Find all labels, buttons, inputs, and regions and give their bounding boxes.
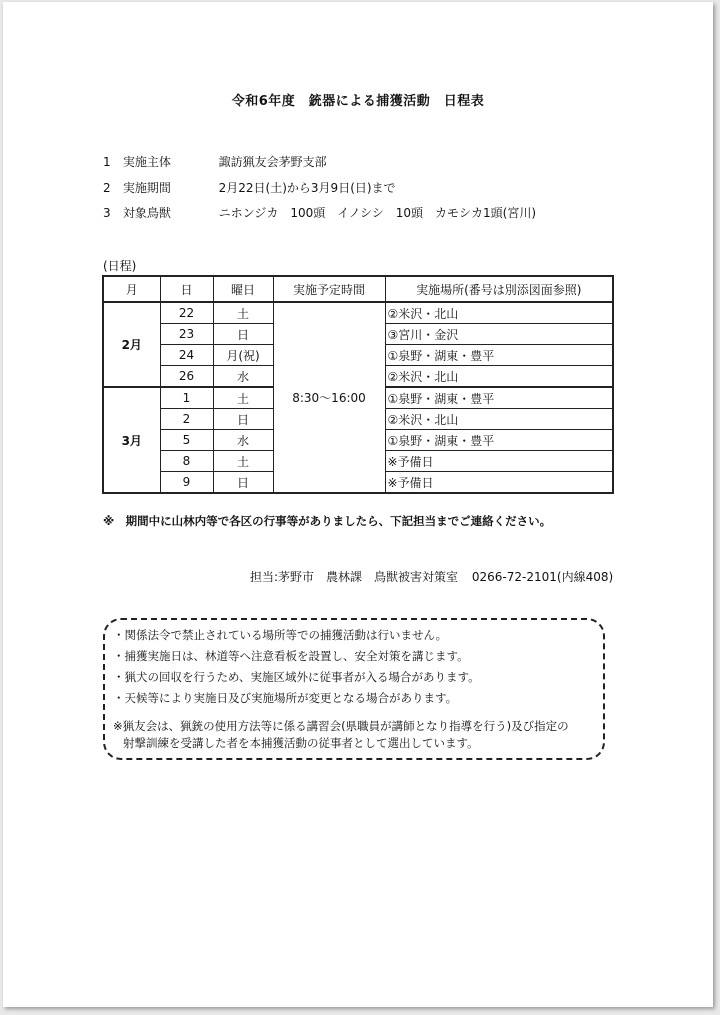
time-cell: 8:30～16:00 xyxy=(273,302,385,493)
notice-footer-line: 射撃訓練を受講した者を本捕獲活動の従事者として選出しています。 xyxy=(123,736,479,750)
place-cell: ※予備日 xyxy=(385,472,613,494)
place-cell: ①泉野・湖東・豊平 xyxy=(385,345,613,366)
contact-person: 担当:茅野市 農林課 鳥獣被害対策室 xyxy=(250,570,459,584)
info-row-organizer xyxy=(103,153,327,170)
contact-line xyxy=(250,568,613,585)
contact-note: ※ 期間中に山林内等で各区の行事等がありましたら、下記担当までご連絡ください。 xyxy=(103,514,552,528)
day-cell: 2 xyxy=(160,409,213,430)
header-month: 月 xyxy=(103,276,160,302)
schedule-label: (日程) xyxy=(103,259,137,273)
document-page xyxy=(3,2,713,1007)
header-weekday: 曜日 xyxy=(213,276,273,302)
place-cell: ②米沢・北山 xyxy=(385,366,613,388)
place-cell: ②米沢・北山 xyxy=(385,409,613,430)
notice-item: ・猟犬の回収を行うため、実施区域外に従事者が入る場合があります。 xyxy=(113,670,480,684)
info-number: 3 xyxy=(103,206,111,220)
info-row-target-animals xyxy=(103,204,536,221)
table-header-row xyxy=(103,276,613,302)
info-value: 諏訪猟友会茅野支部 xyxy=(218,155,327,169)
weekday-cell: 水 xyxy=(213,430,273,451)
weekday-cell: 日 xyxy=(213,472,273,494)
place-cell: ※予備日 xyxy=(385,451,613,472)
notice-item: ・天候等により実施日及び実施場所が変更となる場合があります。 xyxy=(113,691,458,705)
day-cell: 8 xyxy=(160,451,213,472)
weekday-cell: 月(祝) xyxy=(213,345,273,366)
weekday-cell: 日 xyxy=(213,324,273,345)
place-cell: ①泉野・湖東・豊平 xyxy=(385,387,613,409)
info-number: 1 xyxy=(103,155,111,169)
month-cell-mar: 3月 xyxy=(103,387,160,493)
info-label: 実施期間 xyxy=(122,181,171,195)
month-cell-feb: 2月 xyxy=(103,302,160,387)
weekday-cell: 水 xyxy=(213,366,273,388)
info-label: 対象鳥獣 xyxy=(122,206,171,220)
info-value: 2月22日(土)から3月9日(日)まで xyxy=(218,181,396,195)
place-cell: ③宮川・金沢 xyxy=(385,324,613,345)
weekday-cell: 日 xyxy=(213,409,273,430)
notice-footer xyxy=(113,718,569,752)
info-label: 実施主体 xyxy=(122,155,171,169)
info-row-period xyxy=(103,179,396,196)
header-day: 日 xyxy=(160,276,213,302)
day-cell: 9 xyxy=(160,472,213,494)
notice-footer-line: ※猟友会は、猟銃の使用方法等に係る講習会(県職員が講師となり指導を行う)及び指定の xyxy=(113,719,569,733)
day-cell: 1 xyxy=(160,387,213,409)
header-time: 実施予定時間 xyxy=(273,276,385,302)
schedule-table xyxy=(102,275,614,494)
day-cell: 22 xyxy=(160,302,213,324)
day-cell: 5 xyxy=(160,430,213,451)
document-title: 令和6年度 銃器による捕獲活動 日程表 xyxy=(231,94,485,109)
contact-phone: 0266-72-2101(内線408) xyxy=(471,570,614,584)
place-cell: ①泉野・湖東・豊平 xyxy=(385,430,613,451)
weekday-cell: 土 xyxy=(213,387,273,409)
info-number: 2 xyxy=(103,181,111,195)
notice-box xyxy=(103,618,605,760)
weekday-cell: 土 xyxy=(213,451,273,472)
header-place: 実施場所(番号は別添図面参照) xyxy=(385,276,613,302)
notice-item: ・捕獲実施日は、林道等へ注意看板を設置し、安全対策を講じます。 xyxy=(113,649,469,663)
notice-item: ・関係法令で禁止されている場所等での捕獲活動は行いません。 xyxy=(113,628,448,642)
day-cell: 23 xyxy=(160,324,213,345)
weekday-cell: 土 xyxy=(213,302,273,324)
place-cell: ②米沢・北山 xyxy=(385,302,613,324)
day-cell: 24 xyxy=(160,345,213,366)
table-row xyxy=(103,302,613,324)
day-cell: 26 xyxy=(160,366,213,388)
info-value: ニホンジカ 100頭 イノシシ 10頭 カモシカ1頭(宮川) xyxy=(218,206,537,220)
